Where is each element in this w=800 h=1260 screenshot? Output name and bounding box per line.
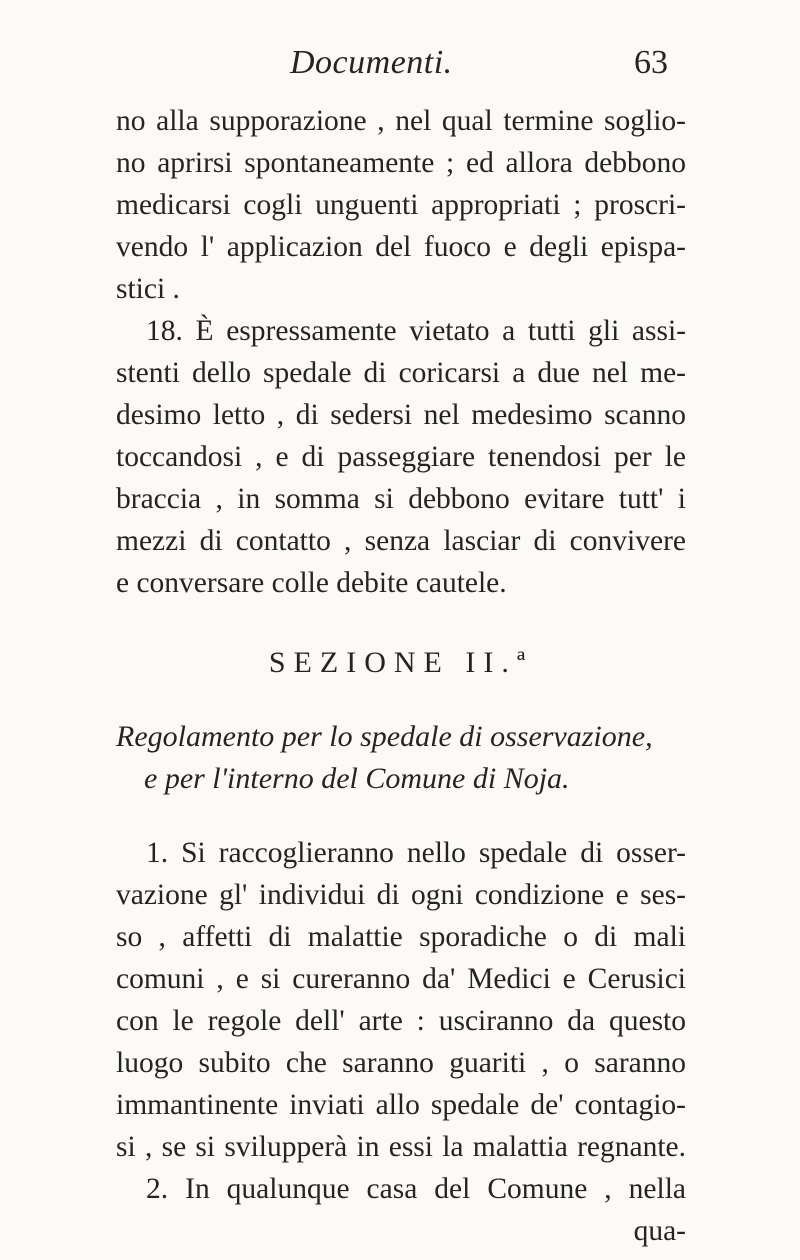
paragraph-continuation xyxy=(116,100,686,310)
paragraph-article-18 xyxy=(116,310,686,604)
subtitle-line: Regolamento per lo spedale di osservazione, xyxy=(116,720,653,753)
paragraph-article-1 xyxy=(116,832,686,1168)
page-header xyxy=(0,44,800,94)
text-line: immantinente inviati allo spedale de' contagio- xyxy=(116,1089,686,1121)
text-line: 2. In qualunque casa del Comune , nella xyxy=(146,1173,686,1205)
text-line: braccia , in somma si debbono evitare tutt' i xyxy=(116,483,686,515)
text-line: stici . xyxy=(116,273,180,305)
text-line: 1. Si raccoglieranno nello spedale di osser- xyxy=(146,837,686,869)
text-line: toccandosi , e di passeggiare tenendosi per le xyxy=(116,441,686,473)
section-subtitle xyxy=(116,716,686,800)
text-line: si , se si svilupperà in essi la malattia regnante. xyxy=(116,1131,686,1163)
text-line: con le regole dell' arte : usciranno da questo xyxy=(116,1005,686,1037)
page-number: 63 xyxy=(634,44,668,81)
catchword: qua- xyxy=(633,1215,686,1247)
text-line: vazione gl' individui di ogni condizione e ses- xyxy=(116,879,686,911)
text-line: vendo l' applicazion del fuoco e degli epispa- xyxy=(116,231,686,263)
text-line: e conversare colle debite cautele. xyxy=(116,567,507,599)
text-line: stenti dello spedale di coricarsi a due nel me- xyxy=(116,357,686,389)
page-body xyxy=(116,100,686,1252)
text-line: no aprirsi spontaneamente ; ed allora debbono xyxy=(116,147,686,179)
text-line: medicarsi cogli unguenti appropriati ; proscri- xyxy=(116,189,686,221)
text-line: luogo subito che saranno guariti , o saranno xyxy=(116,1047,686,1079)
text-line: comuni , e si cureranno da' Medici e Cerusici xyxy=(116,963,686,995)
text-line: no alla supporazione , nel qual termine soglio- xyxy=(116,105,686,137)
paragraph-article-2 xyxy=(116,1168,686,1210)
text-line: so , affetti di malattie sporadiche o di mali xyxy=(116,921,686,953)
running-title: Documenti. xyxy=(290,44,453,81)
text-line: mezzi di contatto , senza lasciar di convivere xyxy=(116,525,686,557)
text-line: desimo letto , di sedersi nel medesimo scanno xyxy=(116,399,686,431)
section-heading: SEZIONE II.ª xyxy=(268,646,534,679)
subtitle-line: e per l'interno del Comune di Noja. xyxy=(144,762,570,795)
text-line: 18. È espressamente vietato a tutti gli assi- xyxy=(146,315,686,347)
